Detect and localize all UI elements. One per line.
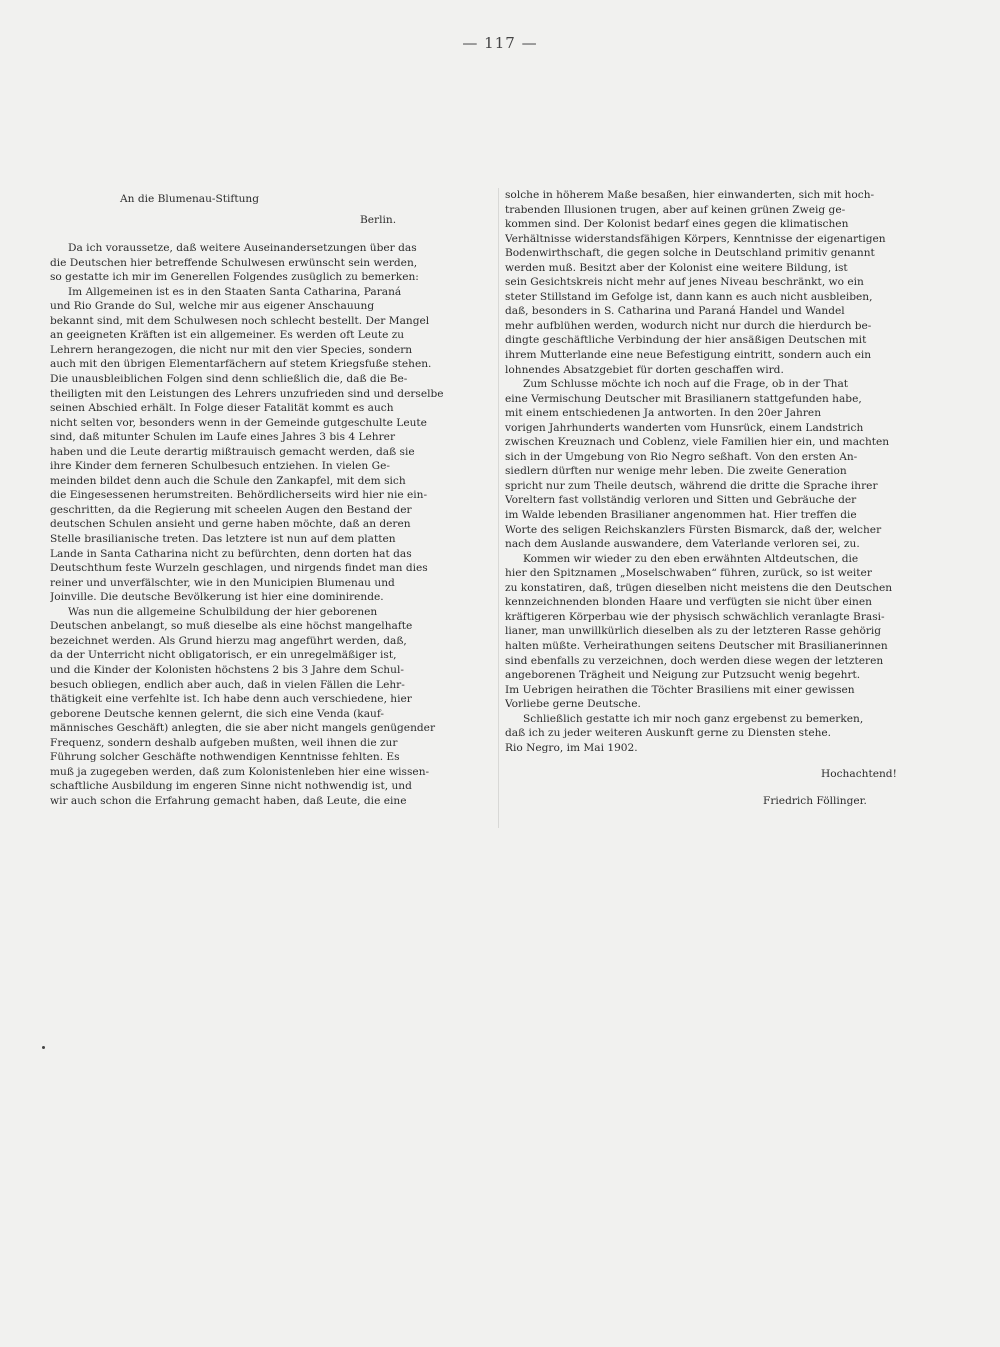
text-line: spricht nur zum Theile deutsch, während die dritte die Sprache ihrer: [505, 479, 878, 492]
text-line: sich in der Umgebung von Rio Negro seßhaft. Von den ersten An-: [505, 450, 858, 463]
text-line: meinden bildet denn auch die Schule den Zankapfel, mit dem sich: [50, 474, 406, 487]
text-line: seinen Abschied erhält. In Folge dieser Fatalität kommt es auch: [50, 402, 394, 415]
paper-speck: [42, 1046, 45, 1049]
text-line: werden muß. Besitzt aber der Kolonist eine weitere Bildung, ist: [505, 261, 848, 274]
closing-salutation: Hochachtend!: [821, 768, 897, 781]
text-line: so gestatte ich mir im Generellen Folgendes zusüglich zu bemerken:: [50, 271, 419, 284]
text-line: kennzeichnenden blonden Haare und verfügten sie nicht über einen: [505, 596, 872, 609]
text-line: geschritten, da die Regierung mit scheelen Augen den Bestand der: [50, 503, 412, 516]
text-line: eine Vermischung Deutscher mit Brasilianern stattgefunden habe,: [505, 392, 862, 405]
text-line: zwischen Kreuznach und Coblenz, viele Familien hier ein, und machten: [505, 436, 890, 449]
text-line: daß, besonders in S. Catharina und Paraná Handel und Wandel: [505, 305, 845, 318]
text-line: Kommen wir wieder zu den eben erwähnten Altdeutschen, die: [523, 552, 859, 565]
text-line: kommen sind. Der Kolonist bedarf eines gegen die klimatischen: [505, 218, 849, 231]
text-line: sind, daß mitunter Schulen im Laufe eines Jahres 3 bis 4 Lehrer: [50, 431, 396, 444]
text-line: bezeichnet werden. Als Grund hierzu mag angeführt werden, daß,: [50, 634, 407, 647]
left-column: [50, 188, 493, 808]
text-line: sind ebenfalls zu verzeichnen, doch werden diese wegen der letzteren: [505, 654, 884, 667]
text-line: lianer, man unwillkürlich dieselben als zu der letzteren Rasse gehörig: [505, 625, 882, 638]
text-line: Lande in Santa Catharina nicht zu befürchten, denn dorten hat das: [50, 547, 412, 560]
text-line: Führung solcher Geschäfte nothwendigen Kenntnisse fehlten. Es: [50, 751, 400, 764]
text-line: an geeigneten Kräften ist ein allgemeiner. Es werden oft Leute zu: [50, 329, 405, 342]
text-line: Im Allgemeinen ist es in den Staaten Santa Catharina, Paraná: [68, 285, 402, 298]
text-line: hier den Spitznamen „Moselschwaben“ führen, zurück, so ist weiter: [505, 567, 872, 580]
text-line: Was nun die allgemeine Schulbildung der hier geborenen: [68, 605, 378, 618]
text-line: lohnendes Absatzgebiet für dorten geschaffen wird.: [505, 363, 784, 376]
text-line: und die Kinder der Kolonisten höchstens 2 bis 3 Jahre dem Schul-: [50, 663, 404, 676]
text-line: muß ja zugegeben werden, daß zum Kolonistenleben hier eine wissen-: [50, 765, 430, 778]
text-line: solche in höherem Maße besaßen, hier einwanderten, sich mit hoch-: [505, 189, 875, 201]
text-line: siedlern dürften nur wenige mehr leben. Die zweite Generation: [505, 465, 847, 478]
text-line: ihre Kinder dem ferneren Schulbesuch entziehen. In vielen Ge-: [50, 460, 390, 473]
text-line: dingte geschäftliche Verbindung der hier ansäßigen Deutschen mit: [505, 334, 867, 347]
text-line: steter Stillstand im Gefolge ist, dann kann es auch nicht ausbleiben,: [505, 290, 873, 303]
text-line: thätigkeit eine verfehlte ist. Ich habe denn auch verschiedene, hier: [50, 693, 412, 706]
text-line: theiligten mit den Leistungen des Lehrers unzufrieden sind und derselbe: [50, 387, 444, 400]
left-column-text: [50, 241, 493, 808]
text-line: da der Unterricht nicht obligatorisch, er ein unregelmäßiger ist,: [50, 649, 397, 662]
text-line: reiner und unverfälschter, wie in den Municipien Blumenau und: [50, 576, 395, 589]
text-line: Deutschen anbelangt, so muß dieselbe als eine höchst mangelhafte: [50, 620, 413, 633]
text-line: besuch obliegen, endlich aber auch, daß in vielen Fällen die Lehr-: [50, 678, 405, 691]
addressee-city: Berlin.: [360, 213, 397, 226]
right-column: [505, 188, 935, 808]
text-line: Schließlich gestatte ich mir noch ganz ergebenst zu bemerken,: [523, 712, 864, 725]
text-line: vorigen Jahrhunderts wanderten vom Hunsrück, einem Landstrich: [505, 421, 864, 434]
text-line: Verhältnisse widerstandsfähigen Körpers, Kenntnisse der eigenartigen: [505, 232, 886, 245]
text-line: mit einem entschiedenen Ja antworten. In den 20er Jahren: [505, 407, 822, 420]
text-line: bekannt sind, mit dem Schulwesen noch schlecht bestellt. Der Mangel: [50, 314, 430, 327]
text-line: Lehrern herangezogen, die nicht nur mit den vier Species, sondern: [50, 343, 413, 356]
text-line: daß ich zu jeder weiteren Auskunft gerne zu Diensten stehe.: [505, 727, 832, 740]
text-line: geborene Deutsche kennen gelernt, die sich eine Venda (kauf-: [50, 707, 384, 720]
text-line: auch mit den übrigen Elementarfächern auf stetem Kriegsfuße stehen.: [50, 358, 432, 371]
text-line: deutschen Schulen ansieht und gerne haben möchte, daß an deren: [50, 518, 411, 531]
text-line: haben und die Leute derartig mißtrauisch gemacht werden, daß sie: [50, 445, 415, 458]
text-line: halten müßte. Verheirathungen seitens Deutscher mit Brasilianerinnen: [505, 639, 888, 652]
text-line: schaftliche Ausbildung im engeren Sinne nicht nothwendig ist, und: [50, 780, 412, 793]
text-line: Voreltern fast vollständig verloren und Sitten und Gebräuche der: [505, 494, 857, 507]
addressee: An die Blumenau-Stiftung: [120, 193, 260, 205]
text-line: und Rio Grande do Sul, welche mir aus eigener Anschauung: [50, 300, 375, 313]
text-line: mehr aufblühen werden, wodurch nicht nur durch die hierdurch be-: [505, 319, 872, 332]
text-line: Rio Negro, im Mai 1902.: [505, 741, 638, 754]
text-line: sein Gesichtskreis nicht mehr auf jenes Niveau beschränkt, wo ein: [505, 276, 864, 289]
text-line: Vorliebe gerne Deutsche.: [505, 698, 641, 711]
text-line: Stelle brasilianische treten. Das letztere ist nun auf dem platten: [50, 533, 396, 546]
text-line: Zum Schlusse möchte ich noch auf die Frage, ob in der That: [523, 378, 849, 391]
page-number: — 117 —: [462, 34, 538, 52]
text-line: Frequenz, sondern deshalb aufgeben mußten, weil ihnen die zur: [50, 736, 398, 749]
column-divider: [498, 188, 499, 828]
text-line: wir auch schon die Erfahrung gemacht haben, daß Leute, die eine: [50, 794, 407, 807]
text-line: männisches Geschäft) anlegten, die sie aber nicht mangels genügender: [50, 722, 436, 735]
text-line: Joinville. Die deutsche Bevölkerung ist hier eine dominirende.: [50, 591, 384, 604]
text-line: im Walde lebenden Brasilianer angenommen hat. Hier treffen die: [505, 509, 857, 522]
text-line: Deutschthum feste Wurzeln geschlagen, und nirgends findet man dies: [50, 562, 428, 575]
text-line: nicht selten vor, besonders wenn in der Gemeinde gutgeschulte Leute: [50, 416, 427, 429]
text-line: Im Uebrigen heirathen die Töchter Brasiliens mit einer gewissen: [505, 683, 855, 696]
text-line: trabenden Illusionen trugen, aber auf keinen grünen Zweig ge-: [505, 203, 846, 216]
text-line: ihrem Mutterlande eine neue Befestigung eintritt, sondern auch ein: [505, 349, 872, 362]
text-line: Worte des seligen Reichskanzlers Fürsten Bismarck, daß der, welcher: [505, 523, 882, 536]
text-line: nach dem Auslande auswandere, dem Vaterlande verloren sei, zu.: [505, 538, 860, 551]
text-line: Die unausbleiblichen Folgen sind denn schließlich die, daß die Be-: [50, 373, 408, 386]
text-line: die Eingesessenen herumstreiten. Behördlicherseits wird hier nie ein-: [50, 489, 428, 502]
text-line: die Deutschen hier betreffende Schulwesen erwünscht sein werden,: [50, 256, 418, 269]
text-line: angeborenen Trägheit und Neigung zur Putzsucht wenig begehrt.: [505, 669, 861, 682]
text-line: Da ich voraussetze, daß weitere Auseinandersetzungen über das: [68, 242, 417, 255]
right-column-text: [505, 188, 935, 755]
signature: Friedrich Föllinger.: [763, 794, 867, 807]
text-line: zu konstatiren, daß, trügen dieselben nicht meistens die den Deutschen: [505, 581, 893, 594]
text-line: Bodenwirthschaft, die gegen solche in Deutschland primitiv genannt: [505, 247, 875, 260]
text-line: kräftigeren Körperbau wie der physisch schwächlich veranlagte Brasi-: [505, 610, 885, 623]
